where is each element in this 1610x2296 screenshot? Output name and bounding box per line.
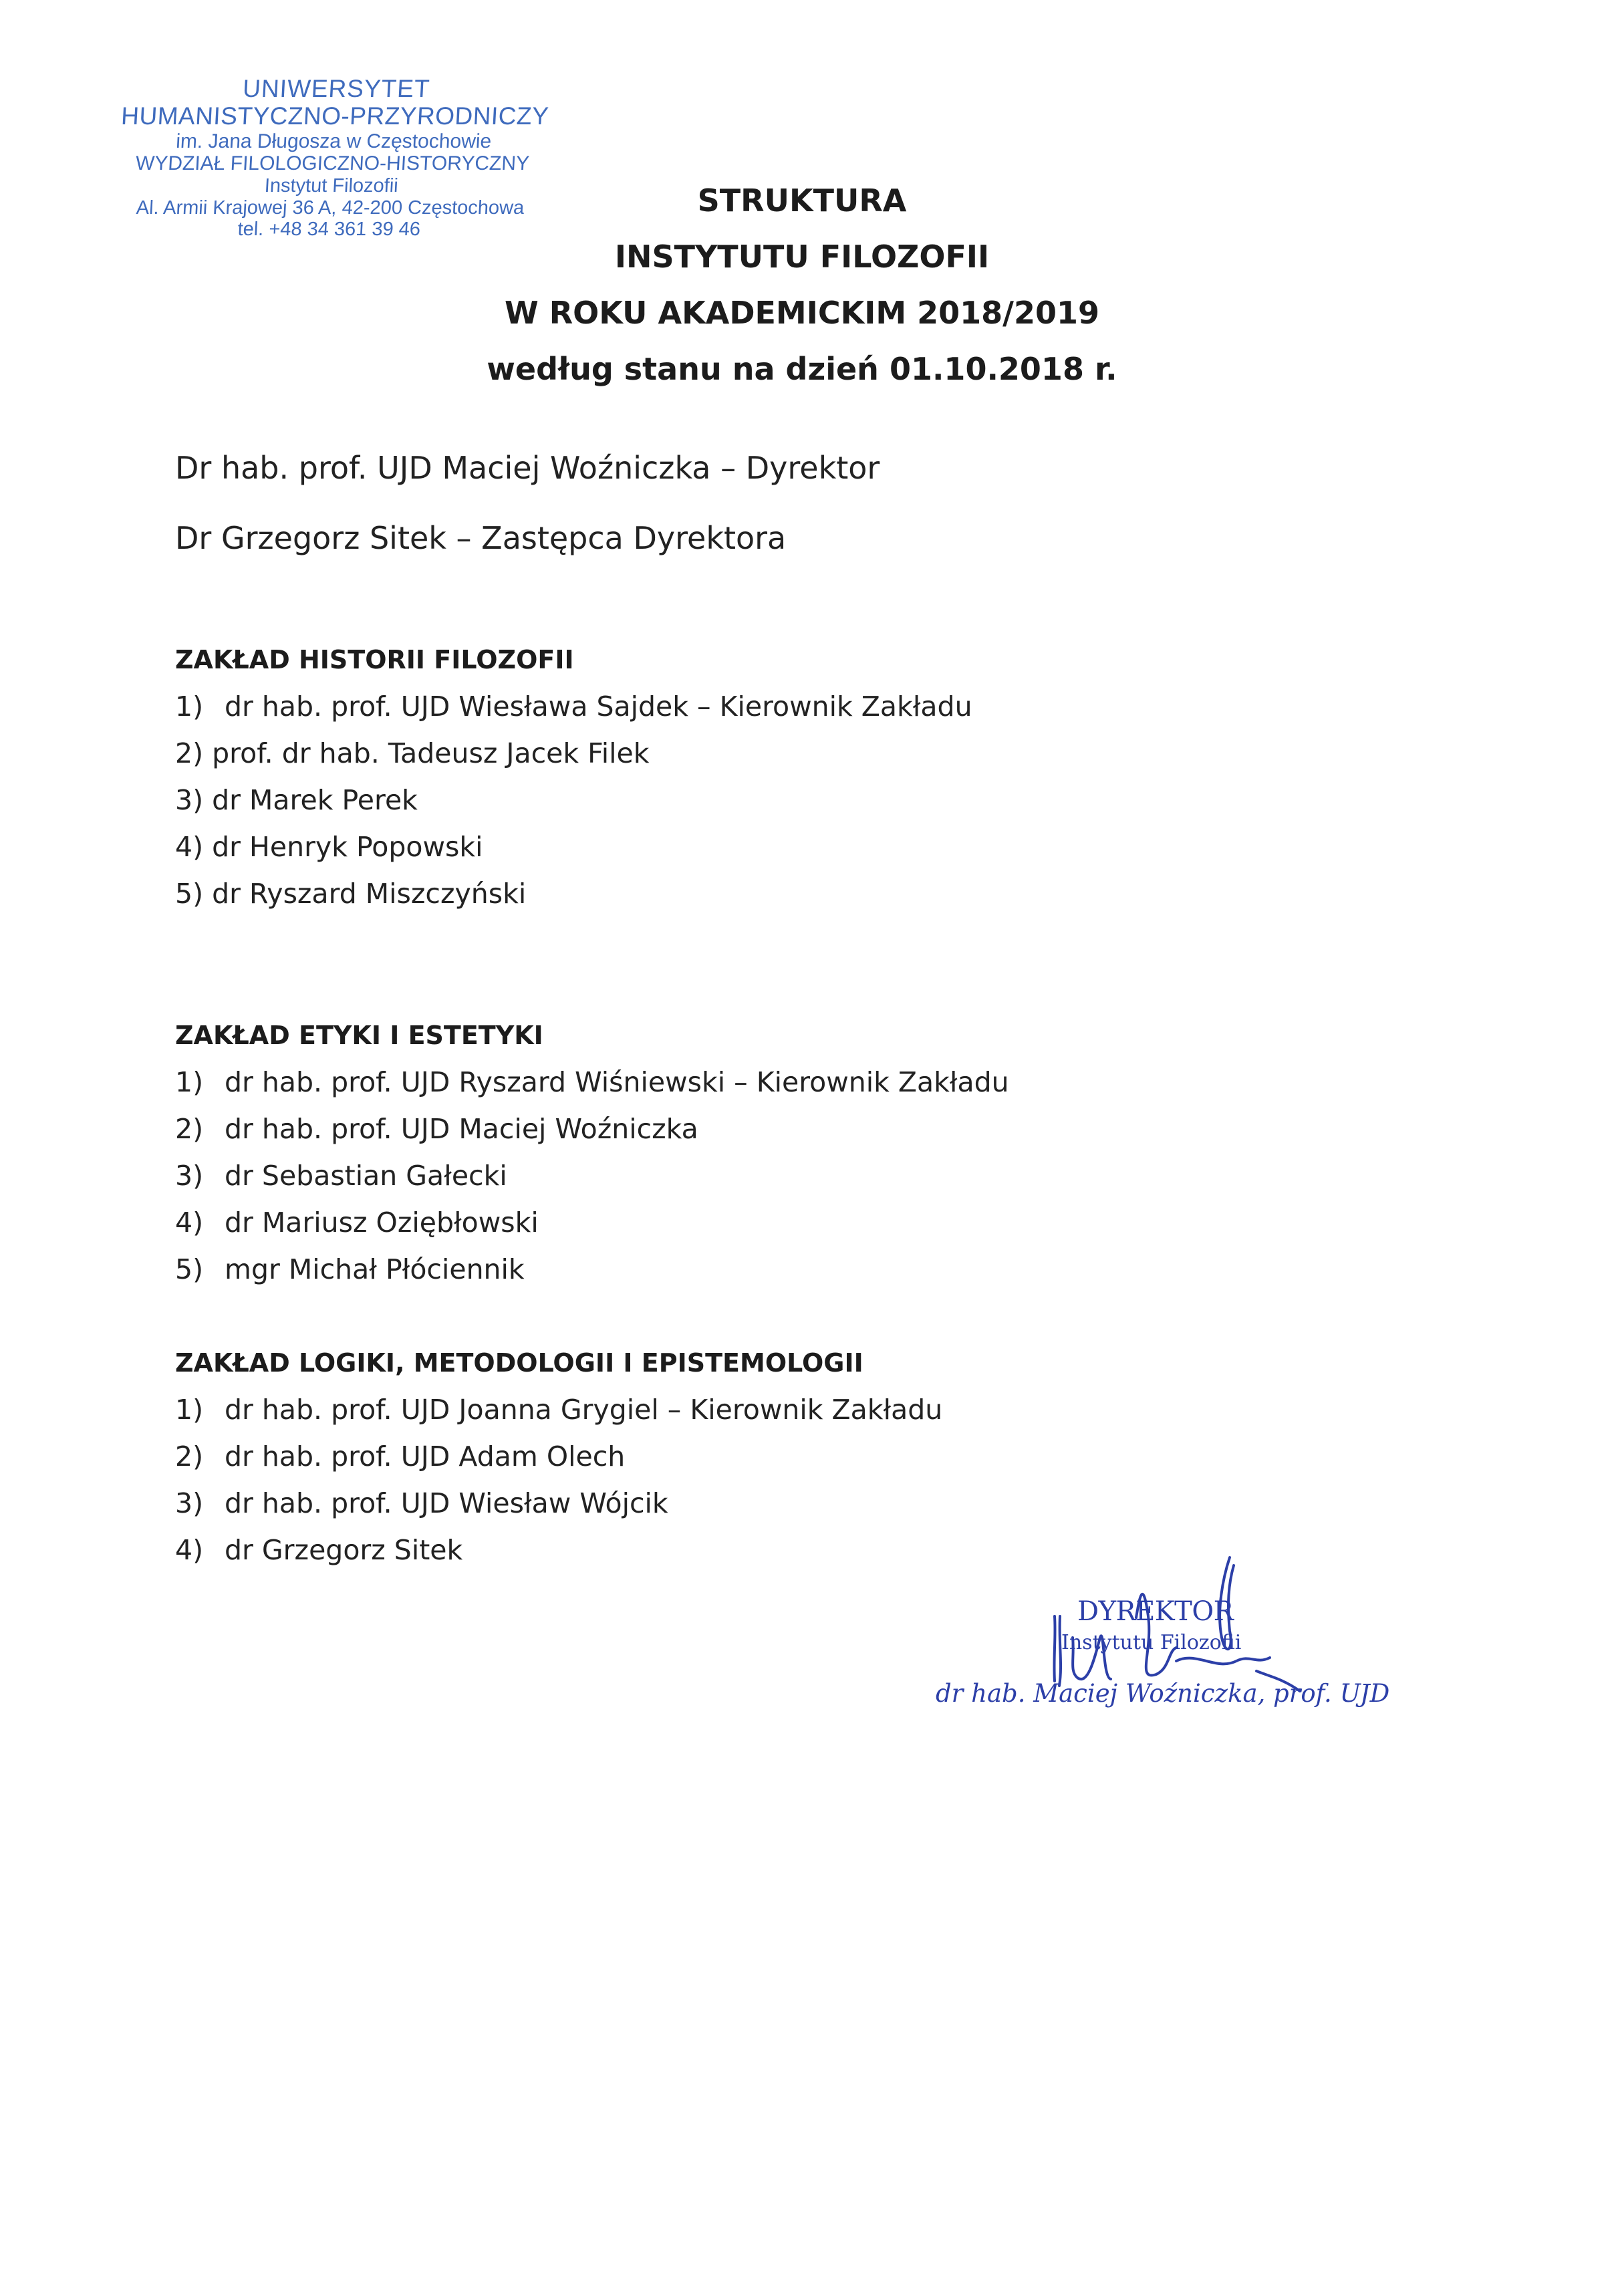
stamp-institute-name: Instytutu Filozofii: [1061, 1631, 1242, 1654]
item-number: 2): [175, 1440, 204, 1473]
list-item: [175, 1534, 462, 1566]
item-text: dr Ryszard Miszczyński: [212, 878, 527, 910]
list-item: [175, 878, 526, 910]
director-signature-block: [936, 1537, 1390, 1738]
list-item: [175, 1206, 539, 1239]
item-text: dr Sebastian Gałecki: [225, 1160, 507, 1192]
list-item: [175, 1253, 525, 1285]
title-line: W ROKU AKADEMICKIM 2018/2019: [505, 295, 1099, 331]
list-item: [175, 690, 972, 723]
item-number: 2): [175, 1113, 204, 1145]
item-text: dr hab. prof. UJD Wiesław Wójcik: [225, 1487, 668, 1519]
item-number: 4): [175, 831, 204, 863]
title-line: INSTYTUTU FILOZOFII: [614, 239, 990, 275]
item-text: dr hab. prof. UJD Ryszard Wiśniewski – Kierownik Zakładu: [225, 1066, 1009, 1098]
section-heading: ZAKŁAD HISTORII FILOZOFII: [175, 645, 574, 674]
director-line: Dr hab. prof. UJD Maciej Woźniczka – Dyrektor: [175, 450, 880, 486]
list-item: [175, 737, 649, 769]
item-text: mgr Michał Płóciennik: [225, 1253, 525, 1285]
item-number: 2): [175, 737, 204, 769]
list-item: [175, 1440, 625, 1473]
item-text: dr hab. prof. UJD Joanna Grygiel – Kierownik Zakładu: [225, 1394, 943, 1426]
stamp-line: WYDZIAŁ FILOLOGICZNO-HISTORYCZNY: [135, 152, 530, 175]
item-number: 1): [175, 1066, 204, 1098]
item-text: dr hab. prof. UJD Adam Olech: [225, 1440, 626, 1473]
stamp-director-name: dr hab. Maciej Woźniczka, prof. UJD: [936, 1679, 1390, 1708]
item-number: 5): [175, 878, 204, 910]
stamp-line: UNIWERSYTET: [242, 75, 431, 102]
list-item: [175, 1487, 668, 1519]
title-line: STRUKTURA: [697, 182, 907, 219]
item-number: 1): [175, 1394, 204, 1426]
list-item: [175, 784, 418, 816]
stamp-line: Al. Armii Krajowej 36 A, 42-200 Częstochowa: [136, 197, 525, 219]
stamp-line: Instytut Filozofii: [264, 175, 399, 197]
list-item: [175, 831, 483, 863]
list-item: [175, 1066, 1009, 1098]
stamp-director-title: DYREKTOR: [1077, 1596, 1234, 1627]
item-text: dr hab. prof. UJD Maciej Woźniczka: [225, 1113, 698, 1145]
title-line: według stanu na dzień 01.10.2018 r.: [487, 351, 1117, 387]
document-title: [468, 172, 1136, 397]
item-text: dr hab. prof. UJD Wiesława Sajdek – Kierownik Zakładu: [225, 690, 972, 723]
item-text: dr Mariusz Oziębłowski: [225, 1206, 539, 1239]
list-item: [175, 1160, 507, 1192]
deputy-director-line: Dr Grzegorz Sitek – Zastępca Dyrektora: [175, 520, 787, 556]
item-text: prof. dr hab. Tadeusz Jacek Filek: [212, 737, 650, 769]
list-item: [175, 1394, 942, 1426]
list-item: [175, 1113, 698, 1145]
item-text: dr Marek Perek: [212, 784, 418, 816]
item-number: 3): [175, 784, 204, 816]
item-number: 1): [175, 690, 204, 723]
item-text: dr Henryk Popowski: [212, 831, 483, 863]
item-number: 3): [175, 1487, 204, 1519]
item-number: 4): [175, 1534, 204, 1566]
item-text: dr Grzegorz Sitek: [225, 1534, 463, 1566]
section-heading: ZAKŁAD ETYKI I ESTETYKI: [175, 1021, 543, 1050]
item-number: 3): [175, 1160, 204, 1192]
item-number: 4): [175, 1206, 204, 1239]
stamp-line: HUMANISTYCZNO-PRZYRODNICZY: [120, 102, 550, 130]
stamp-line: tel. +48 34 361 39 46: [237, 219, 421, 240]
section-heading: ZAKŁAD LOGIKI, METODOLOGII I EPISTEMOLOGII: [175, 1348, 863, 1378]
item-number: 5): [175, 1253, 204, 1285]
stamp-line: im. Jana Długosza w Częstochowie: [175, 130, 493, 152]
